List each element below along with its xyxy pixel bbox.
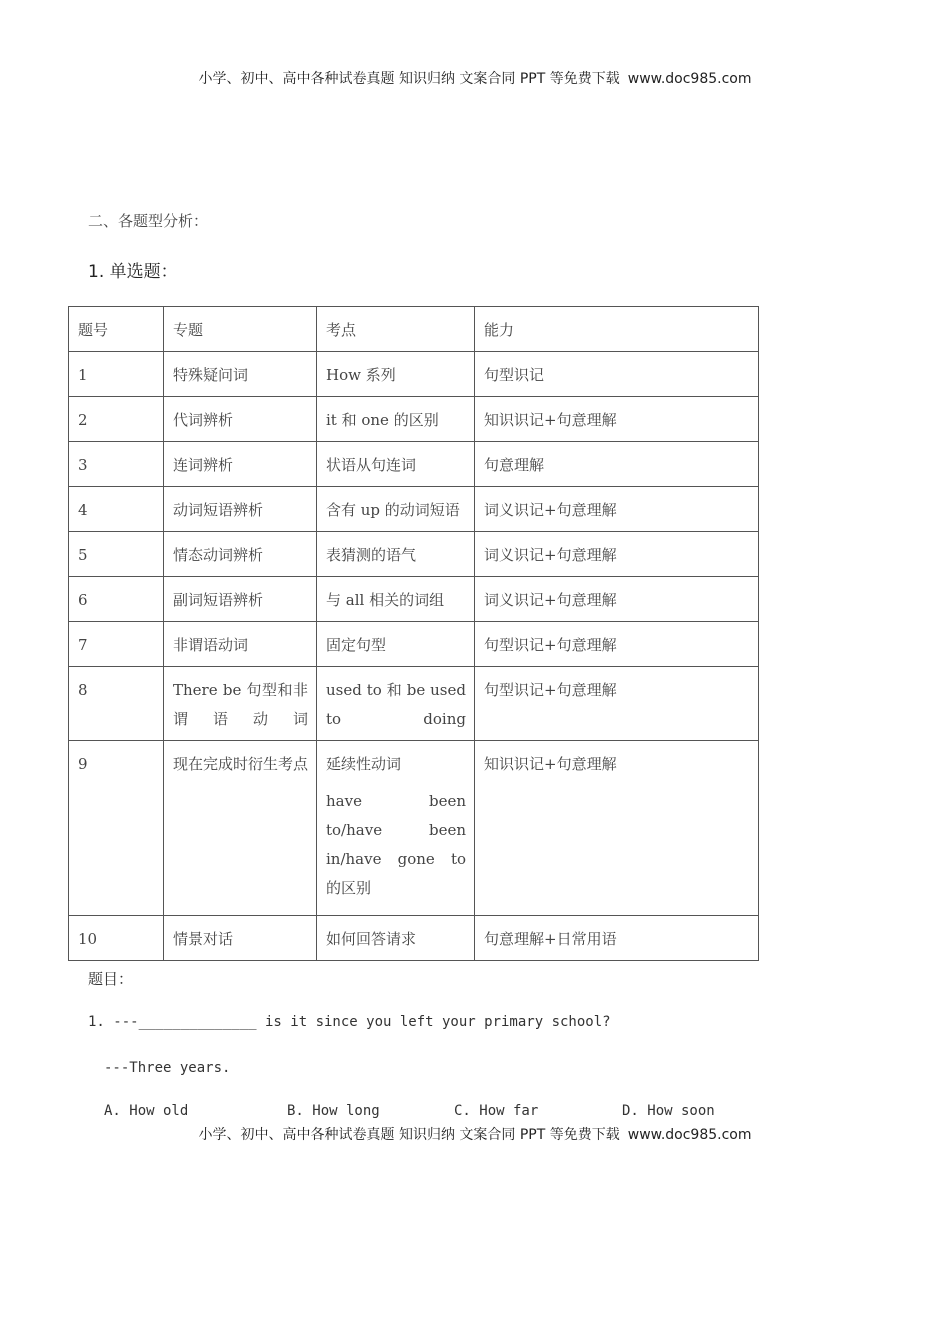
cell-ability: 词义识记+句意理解 (475, 577, 759, 622)
table-row (69, 532, 759, 577)
table-row (69, 577, 759, 622)
cell-number: 10 (69, 916, 164, 961)
header-cell: 能力 (475, 307, 759, 352)
point-line: to/have been (326, 821, 466, 839)
cell-point: 含有 up 的动词短语 (317, 487, 475, 532)
table-row (69, 442, 759, 487)
header-cell: 考点 (317, 307, 475, 352)
cell-point: used to 和 be used to doing (317, 667, 475, 741)
section-title: 二、各题型分析： (88, 212, 209, 230)
table-row (69, 667, 759, 741)
table-row (69, 916, 759, 961)
header-text: 小学、初中、高中各种试卷真题 知识归纳 文案合同 PPT 等免费下载 (198, 71, 620, 87)
cell-topic: 情态动词辨析 (164, 532, 317, 577)
cell-point: 与 all 相关的词组 (317, 577, 475, 622)
point-line: 的区别 (326, 879, 372, 897)
point-line: 延续性动词 (326, 755, 402, 773)
table-row (69, 397, 759, 442)
cell-number: 7 (69, 622, 164, 667)
cell-ability: 知识识记+句意理解 (475, 397, 759, 442)
cell-number: 4 (69, 487, 164, 532)
subsection-title: 1. 单选题： (88, 262, 178, 282)
cell-ability: 句型识记+句意理解 (475, 667, 759, 741)
cell-topic: 动词短语辨析 (164, 487, 317, 532)
point-line: have been (326, 792, 466, 810)
cell-topic: 现在完成时衍生考点 (164, 741, 317, 916)
table-row (69, 622, 759, 667)
cell-topic: 连词辨析 (164, 442, 317, 487)
cell-number: 3 (69, 442, 164, 487)
cell-ability: 句意理解 (475, 442, 759, 487)
page-header (0, 68, 950, 88)
cell-ability: 知识识记+句意理解 (475, 741, 759, 916)
cell-topic: 特殊疑问词 (164, 352, 317, 397)
cell-topic: There be 句型和非谓语动词 (164, 667, 317, 741)
cell-point: 表猜测的语气 (317, 532, 475, 577)
header-cell: 专题 (164, 307, 317, 352)
option-a: A. How old (104, 1103, 189, 1119)
cell-number: 9 (69, 741, 164, 916)
cell-point: 固定句型 (317, 622, 475, 667)
cell-topic: 情景对话 (164, 916, 317, 961)
cell-topic: 非谓语动词 (164, 622, 317, 667)
footer-url[interactable]: www.doc985.com (627, 1127, 752, 1143)
page-footer (0, 1124, 950, 1144)
option-d: D. How soon (622, 1103, 715, 1119)
table-row (69, 487, 759, 532)
cell-topic: 代词辨析 (164, 397, 317, 442)
option-c: C. How far (454, 1103, 539, 1119)
cell-number: 2 (69, 397, 164, 442)
cell-number: 5 (69, 532, 164, 577)
table-row (69, 352, 759, 397)
table-header-row (69, 307, 759, 352)
analysis-table (68, 306, 759, 961)
header-url[interactable]: www.doc985.com (627, 71, 752, 87)
cell-ability: 词义识记+句意理解 (475, 487, 759, 532)
table-row (69, 741, 759, 916)
header-cell: 题号 (69, 307, 164, 352)
cell-number: 6 (69, 577, 164, 622)
point-line: in/have gone to (326, 850, 466, 868)
footer-text: 小学、初中、高中各种试卷真题 知识归纳 文案合同 PPT 等免费下载 (198, 1127, 620, 1143)
cell-ability: 句型识记 (475, 352, 759, 397)
cell-point: 如何回答请求 (317, 916, 475, 961)
cell-number: 1 (69, 352, 164, 397)
cell-number: 8 (69, 667, 164, 741)
option-b: B. How long (287, 1103, 380, 1119)
cell-topic: 副词短语辨析 (164, 577, 317, 622)
cell-ability: 句型识记+句意理解 (475, 622, 759, 667)
cell-point (317, 741, 475, 916)
cell-point: How 系列 (317, 352, 475, 397)
question-answer: ---Three years. (104, 1060, 231, 1076)
cell-point: it 和 one 的区别 (317, 397, 475, 442)
cell-ability: 句意理解+日常用语 (475, 916, 759, 961)
question-stem: 1. ---______________ is it since you left your primary school? (88, 1014, 611, 1030)
cell-point: 状语从句连词 (317, 442, 475, 487)
questions-label: 题目： (88, 970, 134, 988)
cell-ability: 词义识记+句意理解 (475, 532, 759, 577)
